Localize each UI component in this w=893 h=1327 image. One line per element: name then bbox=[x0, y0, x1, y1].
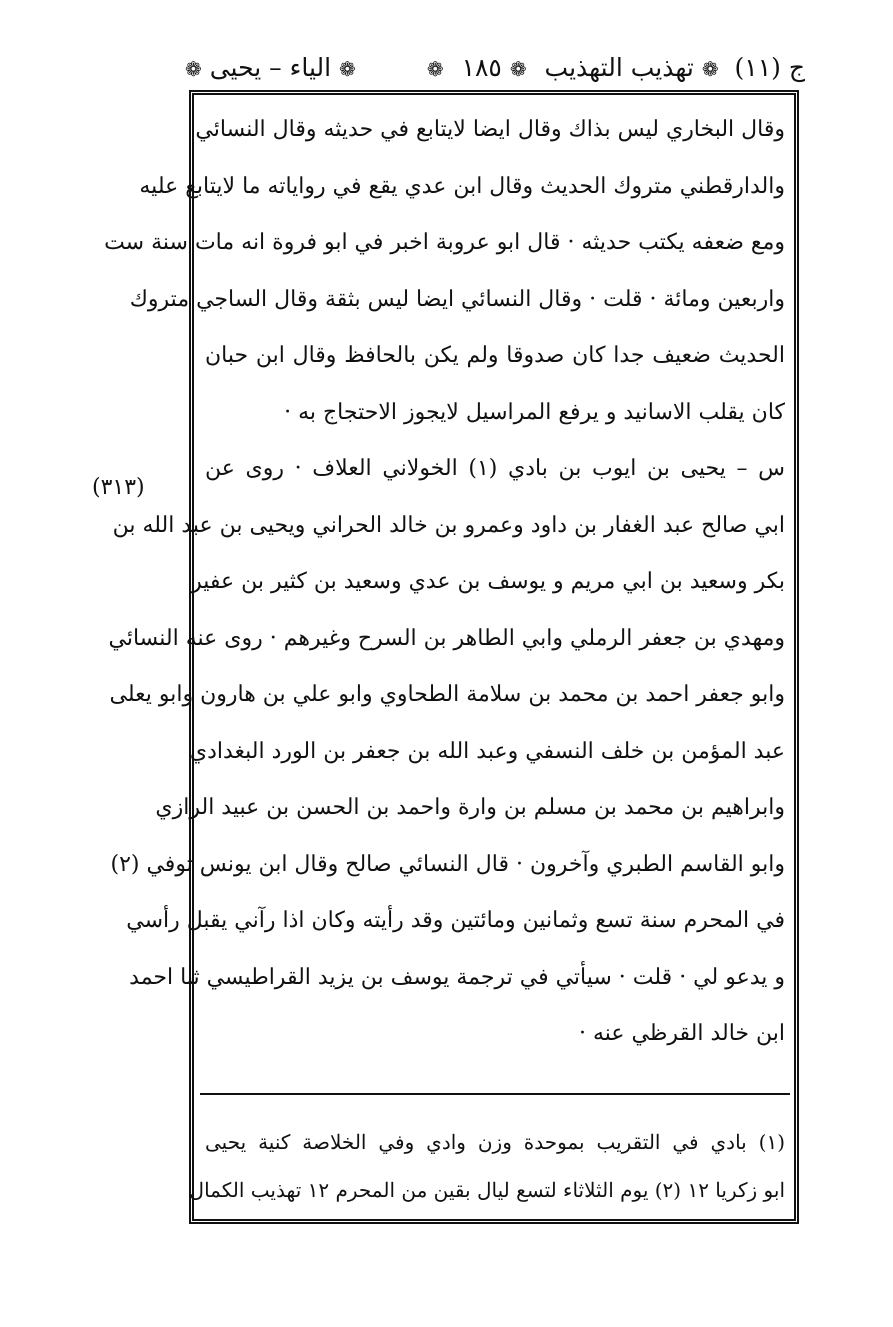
running-header bbox=[185, 48, 805, 88]
text-line: في المحرم سنة تسع وثمانين ومائتين وقد رأيته وكان اذا رآني يقبل رأسي bbox=[126, 908, 785, 933]
chapter-title: الياء – يحيى bbox=[209, 53, 332, 82]
ornament-icon: ❁ bbox=[426, 57, 444, 81]
text-line: الحديث ضعيف جدا كان صدوقا ولم يكن بالحافظ وقال ابن حبان bbox=[205, 343, 785, 368]
ornament-icon: ❁ bbox=[185, 57, 202, 81]
text-line: وابو القاسم الطبري وآخرون · قال النسائي صالح وقال ابن يونس توفي (٢) bbox=[110, 851, 785, 877]
entry-heading-line: س – يحيى بن ايوب بن بادي (١) الخولاني العلاف · روى عن bbox=[205, 456, 785, 481]
text-line: عبد المؤمن بن خلف النسفي وعبد الله بن جعفر بن الورد البغدادي bbox=[189, 738, 785, 764]
footnote-divider bbox=[200, 1093, 790, 1095]
text-line: وابراهيم بن محمد بن مسلم بن وارة واحمد بن الحسن بن عبيد الرازي bbox=[155, 795, 785, 820]
text-line: ومع ضعفه يكتب حديثه · قال ابو عروبة اخبر في ابو فروة انه مات سنة ست bbox=[104, 230, 785, 255]
text-line: ابي صالح عبد الغفار بن داود وعمرو بن خالد الحراني ويحيى بن عبد الله بن bbox=[112, 512, 785, 538]
entry-number: (٣١٣) bbox=[92, 475, 145, 500]
page-number: ١٨٥ bbox=[461, 53, 502, 82]
text-line: ومهدي بن جعفر الرملي وابي الطاهر بن السرح وغيرهم · روى عنه النسائي bbox=[108, 625, 785, 651]
footnotes bbox=[189, 1118, 785, 1214]
volume-number: ج (١١) bbox=[734, 53, 805, 82]
text-line: وقال البخاري ليس بذاك وقال ايضا لايتابع في حديثه وقال النسائي bbox=[195, 117, 785, 142]
text-line: كان يقلب الاسانيد و يرفع المراسيل لايجوز الاحتجاج به · bbox=[284, 399, 785, 425]
text-line: واربعين ومائة · قلت · وقال النسائي ايضا ليس بثقة وقال الساجي متروك bbox=[129, 286, 785, 312]
ornament-icon: ❁ bbox=[701, 57, 719, 81]
footnote-line: ابو زكريا ١٢ (٢) يوم الثلاثاء لتسع ليال بقين من المحرم ١٢ تهذيب الكمال bbox=[189, 1178, 785, 1202]
text-line: بكر وسعيد بن ابي مريم و يوسف بن عدي وسعيد بن كثير بن عفير bbox=[191, 569, 785, 594]
ornament-icon: ❁ bbox=[339, 57, 356, 81]
footnote-line: (١) بادي في التقريب بموحدة وزن وادي وفي الخلاصة كنية يحيى bbox=[205, 1130, 785, 1154]
book-title: تهذيب التهذيب bbox=[544, 53, 694, 82]
text-line: و يدعو لي · قلت · سيأتي في ترجمة يوسف بن يزيد القراطيسي ثنا احمد bbox=[129, 964, 785, 990]
text-line: والدارقطني متروك الحديث وقال ابن عدي يقع في رواياته ما لايتابع عليه bbox=[139, 173, 785, 199]
text-line: ابن خالد القرظي عنه · bbox=[579, 1021, 785, 1046]
text-line: وابو جعفر احمد بن محمد بن سلامة الطحاوي وابو علي بن هارون وابو يعلى bbox=[109, 682, 785, 707]
chapter-heading bbox=[185, 48, 356, 89]
ornament-icon: ❁ bbox=[509, 57, 527, 81]
